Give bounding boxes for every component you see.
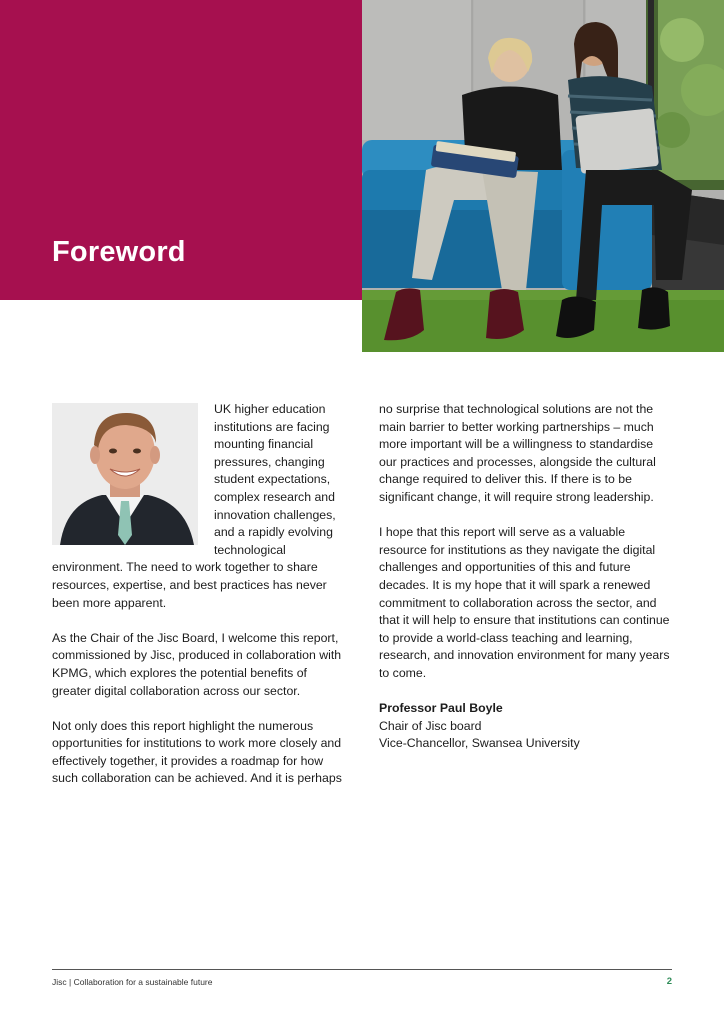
- body-column-left: [52, 401, 348, 806]
- paragraph: Not only does this report highlight the numerous opportunities for institutions to work more closely and effectively together, it provides a roadmap for how such collaboration can be achieved. And it is perhaps: [52, 718, 342, 786]
- page-title: Foreword: [52, 236, 186, 268]
- paragraph: As the Chair of the Jisc Board, I welcome this report, commissioned by Jisc, produced in collaboration with KPMG, which explores the potential benefits of greater digital collaboration across our sector.: [52, 630, 342, 698]
- footer-divider: [52, 969, 672, 970]
- signature-name: Professor Paul Boyle: [379, 701, 503, 716]
- title-band: [0, 0, 362, 300]
- portrait-float-space: [52, 401, 214, 559]
- hero-photo: [362, 0, 724, 352]
- page-number: 2: [666, 976, 672, 987]
- signature-block: [379, 700, 671, 753]
- paragraph: UK higher education institutions are facing mounting financial pressures, changing student expectations, complex research and innovation challenges, and a rapidly evolving technological environment. The need to work together to share resources, expertise, and best practices has never been more apparent.: [52, 402, 336, 610]
- body-column-right: [379, 401, 671, 753]
- signature-role: Chair of Jisc board: [379, 718, 482, 733]
- signature-role: Vice-Chancellor, Swansea University: [379, 736, 580, 751]
- paragraph: no surprise that technological solutions are not the main barrier to better working partnerships – much more important will be a willingness to standardise our practices and processes, alongside the cultural change required to deliver this. If there is to be significant change, it will require strong leadership.: [379, 402, 656, 504]
- footer-title: Jisc | Collaboration for a sustainable future: [52, 977, 213, 987]
- paragraph: I hope that this report will serve as a valuable resource for institutions as they navigate the digital challenges and opportunities of this and future decades. It is my hope that it will spark a renewed commitment to collaboration across the sector, and that it will help to ensure that institutions can continue to provide a world-class teaching and learning, research, and innovation environment for many years to come.: [379, 525, 670, 680]
